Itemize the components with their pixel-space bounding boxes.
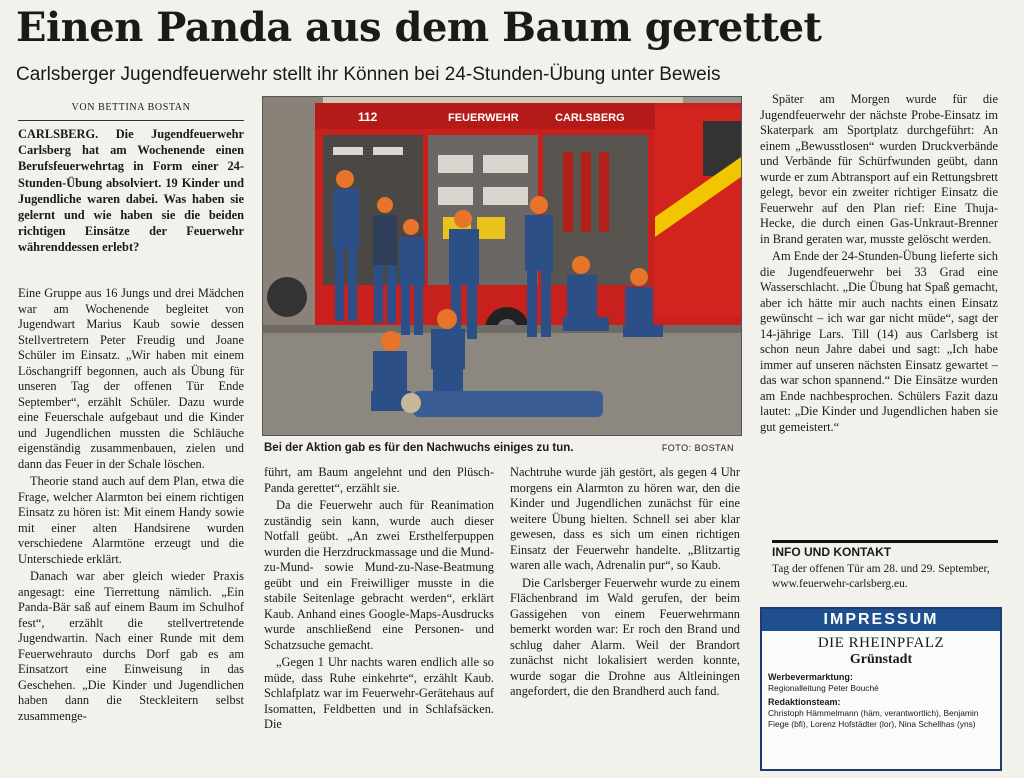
- paragraph: Theorie stand auch auf dem Plan, etwa die Frage, welcher Alarmton bei einem richtigen Einsatz zu hören ist: Mit einem Handy sowie mit einer alten Handsirene wurden verschiedene Alarmtöne erzeugt und die Unterschiede erklärt.: [18, 474, 244, 566]
- byline: VON BETTINA BOSTAN: [18, 102, 244, 121]
- fire-brigade-photo: [263, 97, 741, 435]
- impressum-werbe: [762, 672, 1000, 694]
- paragraph: Nachtruhe wurde jäh gestört, als gegen 4 Uhr morgens ein Alarmton zu hören war, den die Kinder und Jugendlichen zunächst für eine weitere Übung hielten. Schnell sei aber klar gewesen, dass es sich um einen richtigen Einsatz der Feuerwehr handelte. „Blitzartig waren alle wach, Adrenalin pur“, so Kaub.: [510, 465, 740, 572]
- info-box-text: Tag der offenen Tür am 28. und 29. September, www.feuerwehr-carlsberg.eu.: [772, 563, 990, 590]
- caption-text: Bei der Aktion gab es für den Nachwuchs einiges zu tun.: [264, 442, 574, 454]
- werbe-label: Werbevermarktung:: [768, 672, 853, 682]
- lead-place: CARLSBERG.: [18, 127, 99, 141]
- paragraph: Die Carlsberger Feuerwehr wurde zu einem Flächenbrand im Wald gerufen, der beim Gassigehen von einem Feuerwehrmann bemerkt worden war: Er roch den Brand und schlug daher Alarm. Weil der Brandort zunächst nicht lokalisiert werden konnte, wurde sogar die Drohne aus Altleiningen angefordert, die den Brandherd auch fand.: [510, 575, 740, 698]
- paragraph: führt, am Baum angelehnt und den Plüsch-Panda gerettet“, erzählt sie.: [264, 465, 494, 495]
- paragraph: Eine Gruppe aus 16 Jungs und drei Mädchen war am Wochenende begleitet von Jugendwart Marius Kaub sowie dessen Stellvertretern Peter Freudig und Joane Schüler im Einsatz. „Wir haben mit einem Löschangriff begonnen, auch als Übung für unseren Tag der offenen Tür Ende September“, erzählt Schüler. Dazu wurde eine Feuerschale aufgebaut und die Kinder und Jugendlichen mussten die Schläuche eigenständig zusammenbauen, zielen und dann das Feuer in der Schale löschen.: [18, 286, 244, 471]
- article-column-3: [510, 465, 740, 700]
- paragraph: Danach war aber gleich wieder Praxis angesagt: eine Tierrettung nämlich. „Ein Panda-Bär saß auf einem Baum im Schulhof fest“, erzählt die stellvertretende Jugendwartin. Nach einer Runde mit dem Feuerwehrauto durchs Dorf gab es am Einsatzort eine Einweisung in das Geschehen. „Die Kinder und Jugendlichen haben dann die Steckleitern selbst zusammenge-: [18, 569, 244, 723]
- werbe-text: Regionalleitung Peter Bouché: [768, 683, 879, 693]
- photo-caption: [264, 440, 738, 456]
- truck-label-feuerwehr: FEUERWEHR: [448, 112, 519, 124]
- paragraph: Am Ende der 24-Stunden-Übung lieferte sich die Jugendfeuerwehr bei 33 Grad eine Wasserschlacht. „Die Übung hat Spaß gemacht, aber ich hätte mir auch nachts einen Einsatz gewünscht – ich war gar nicht müde“, sagt der 14-jährige Lars. Till (14) aus Carlsberg ist schon neun Jahre dabei und sagt: „Ich habe immer auf unseren nächsten Einsatz gewartet – das war schon spannend.“ Die Einsätze wurden am Ende nachbesprochen. Schülers Fazit dazu lautet: „Die Kinder und Jugendlichen haben sie gut gemeistert.“: [760, 249, 998, 434]
- article-column-1: [18, 286, 244, 724]
- article-column-4: [760, 92, 998, 435]
- redaktion-text: Christoph Hämmelmann (häm, verantwortlich), Benjamin Fiege (bfi), Lorenz Hofstädter (lor), Nina Schellhas (yns): [768, 708, 979, 729]
- article-headline: Einen Panda aus dem Baum gerettet: [16, 4, 822, 51]
- paragraph: Da die Feuerwehr auch für Reanimation zuständig sein kann, wurde auch dieser Notfall geübt. „An zwei Ersthelferpuppen wurden die Herzdruckmassage und die Mund-zu-Mund- sowie Mund-zu-Nase-Beatmung geübt und ein Freiwilliger musste in die stabile Seitenlage gebracht werden“, erklärt Kaub. Anhand eines Google-Maps-Ausdrucks wurde anschließend eine Personen- und Schatzsuche gemacht.: [264, 498, 494, 652]
- article-lead: [18, 126, 244, 256]
- paragraph: Später am Morgen wurde für die Jugendfeuerwehr der nächste Probe-Einsatz im Skaterpark am Sportplatz durchgeführt: An einem „Bewusstlosen“ wurden Druckverbände und Verbände für Schürfwunden geübt, dann wurde er zum Abtransport auf ein Rettungsbrett gelegt, bevor ein zweiter richtiger Einsatz die Feuerwehr auf den Plan rief: Eine Thuja-Hecke, die durch einen Gas-Unkraut-Brenner in Brand geraten war, musste gelöscht werden.: [760, 92, 998, 246]
- lead-text: Die Jugendfeuerwehr Carlsberg hat am Wochenende einen Berufsfeuerwehrtag in Form einer 24-Stunden-Übung absolviert. 19 Kinder und Jugendliche waren dabei. Was haben sie gelernt und wie haben sie die beiden richtigen Einsätze der Feuerwehr währenddessen erlebt?: [18, 127, 244, 255]
- article-column-2: [264, 465, 494, 733]
- info-box-title: INFO UND KONTAKT: [772, 540, 998, 561]
- newspaper-name: DIE RHEINPFALZ: [817, 635, 945, 651]
- paragraph: „Gegen 1 Uhr nachts waren endlich alle so müde, dass Ruhe einkehrte“, erzählt Kaub. Schlafplatz war im Feuerwehr-Gerätehaus auf Isomatten, Feldbetten und in Schlafsäcken. Die: [264, 655, 494, 731]
- article-subheadline: Carlsberger Jugendfeuerwehr stellt ihr Können bei 24-Stunden-Übung unter Beweis: [16, 64, 721, 85]
- photo-credit: FOTO: BOSTAN: [661, 443, 734, 453]
- impressum-redaktion: [762, 697, 1000, 730]
- impressum-title: IMPRESSUM: [762, 609, 1000, 631]
- edition-city: Grünstadt: [849, 652, 913, 667]
- truck-label-112: 112: [358, 110, 378, 124]
- truck-label-carlsberg: CARLSBERG: [555, 112, 625, 124]
- redaktion-label: Redaktionsteam:: [768, 697, 841, 707]
- impressum-box: [760, 607, 1002, 771]
- article-photo: [262, 96, 742, 436]
